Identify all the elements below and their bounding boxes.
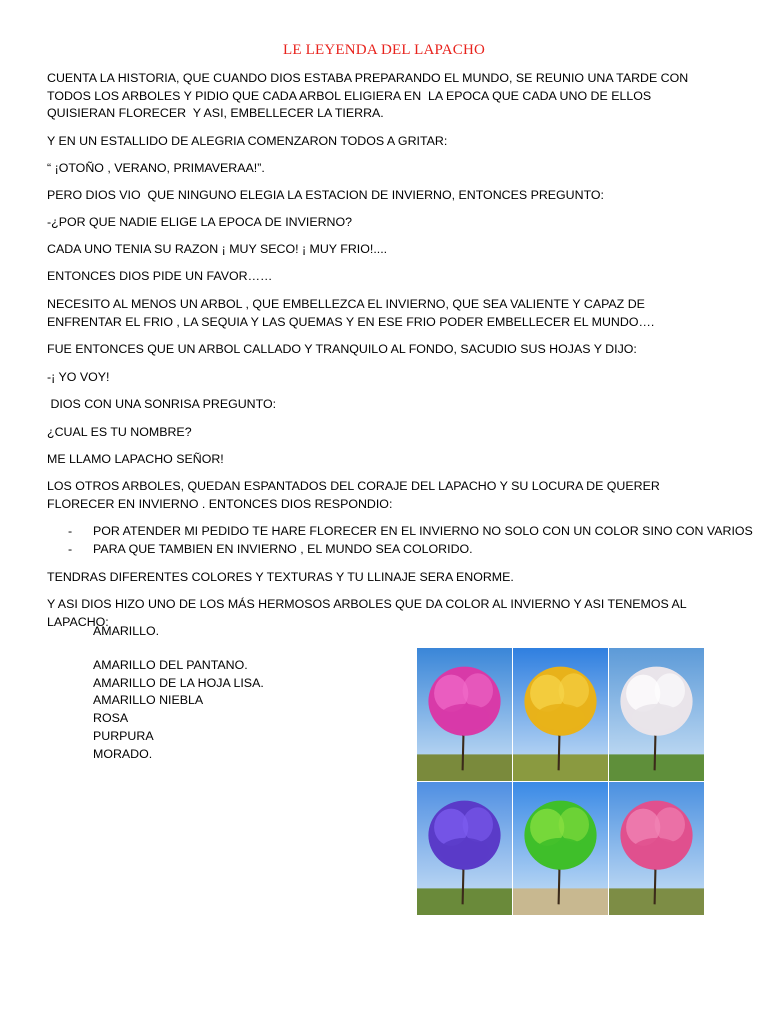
- rose-tree-icon: [609, 782, 704, 915]
- paragraph-quiet-tree: FUE ENTONCES QUE UN ARBOL CALLADO Y TRANQUILO AL FONDO, SACUDIO SUS HOJAS Y DIJO:: [47, 342, 637, 356]
- document-title: LE LEYENDA DEL LAPACHO: [282, 42, 486, 58]
- bullet-text: PARA QUE TAMBIEN EN INVIERNO , EL MUNDO SEA COLORIDO.: [93, 542, 473, 556]
- variety-item: PURPURA: [93, 729, 154, 743]
- paragraph-favor: ENTONCES DIOS PIDE UN FAVOR……: [47, 269, 273, 283]
- paragraph-winter: Y ASI DIOS HIZO UNO DE LOS MÁS HERMOSOS ARBOLES QUE DA COLOR AL INVIERNO Y ASI TENEMOS AL LAPACHO:: [47, 597, 690, 629]
- paragraph-i-go: -¡ YO VOY!: [47, 370, 110, 384]
- tree-photo: [609, 648, 704, 781]
- tree-photo: [513, 782, 608, 915]
- tree-photo: [417, 782, 512, 915]
- variety-item: AMARILLO.: [93, 624, 160, 638]
- paragraph-reasons: CADA UNO TENIA SU RAZON ¡ MUY SECO! ¡ MUY FRIO!....: [47, 242, 388, 256]
- tree-photo: [417, 648, 512, 781]
- purple-tree-icon: [417, 782, 512, 915]
- paragraph-question: -¿POR QUE NADIE ELIGE LA EPOCA DE INVIERNO?: [47, 215, 353, 229]
- paragraph-shout: Y EN UN ESTALLIDO DE ALEGRIA COMENZARON TODOS A GRITAR:: [47, 134, 448, 148]
- bullet-text: POR ATENDER MI PEDIDO TE HARE FLORECER EN EL INVIERNO NO SOLO CON UN COLOR SINO CON VARIOS: [93, 524, 753, 538]
- paragraph-smile: DIOS CON UNA SONRISA PREGUNTO:: [47, 397, 277, 411]
- green-tree-icon: [513, 782, 608, 915]
- paragraph-god-saw: PERO DIOS VIO QUE NINGUNO ELEGIA LA ESTACION DE INVIERNO, ENTONCES PREGUNTO:: [47, 188, 605, 202]
- tree-photo: [513, 648, 608, 781]
- tree-photo: [609, 782, 704, 915]
- pink-tree-icon: [417, 648, 512, 781]
- paragraph-other-trees: LOS OTROS ARBOLES, QUEDAN ESPANTADOS DEL CORAJE DEL LAPACHO Y SU LOCURA DE QUERER FLORECER EN INVIERNO . ENTONCES DIOS RESPONDIO:: [47, 479, 664, 511]
- paragraph-lapacho: ME LLAMO LAPACHO SEÑOR!: [47, 452, 224, 466]
- variety-item: AMARILLO DEL PANTANO.: [93, 658, 248, 672]
- lapacho-photo-collage: [417, 648, 704, 915]
- variety-item: ROSA: [93, 711, 129, 725]
- bullet-dash: -: [68, 524, 73, 538]
- paragraph-intro: CUENTA LA HISTORIA, QUE CUANDO DIOS ESTABA PREPARANDO EL MUNDO, SE REUNIO UNA TARDE CON TODOS LOS ARBOLES Y PIDIO QUE CADA ARBOL ELIGIERA EN LA EPOCA QUE CADA UNO DE ELLOS QUISIERAN FLORECER Y ASI, EMBELLECER LA TIERRA.: [47, 71, 692, 121]
- paragraph-colors: TENDRAS DIFERENTES COLORES Y TEXTURAS Y TU LLINAJE SERA ENORME.: [47, 570, 514, 584]
- variety-item: MORADO.: [93, 747, 153, 761]
- white-tree-icon: [609, 648, 704, 781]
- variety-item: AMARILLO DE LA HOJA LISA.: [93, 676, 264, 690]
- bullet-dash: -: [68, 542, 73, 556]
- paragraph-seasons: “ ¡OTOÑO , VERANO, PRIMAVERAA!”.: [47, 161, 265, 175]
- paragraph-name-question: ¿CUAL ES TU NOMBRE?: [47, 425, 192, 439]
- yellow-tree-icon: [513, 648, 608, 781]
- variety-item: AMARILLO NIEBLA: [93, 693, 204, 707]
- paragraph-need-tree: NECESITO AL MENOS UN ARBOL , QUE EMBELLEZCA EL INVIERNO, QUE SEA VALIENTE Y CAPAZ DE ENFRENTAR EL FRIO , LA SEQUIA Y LAS QUEMAS Y EN ESE FRIO PODER EMBELLECER EL MUNDO….: [47, 297, 655, 329]
